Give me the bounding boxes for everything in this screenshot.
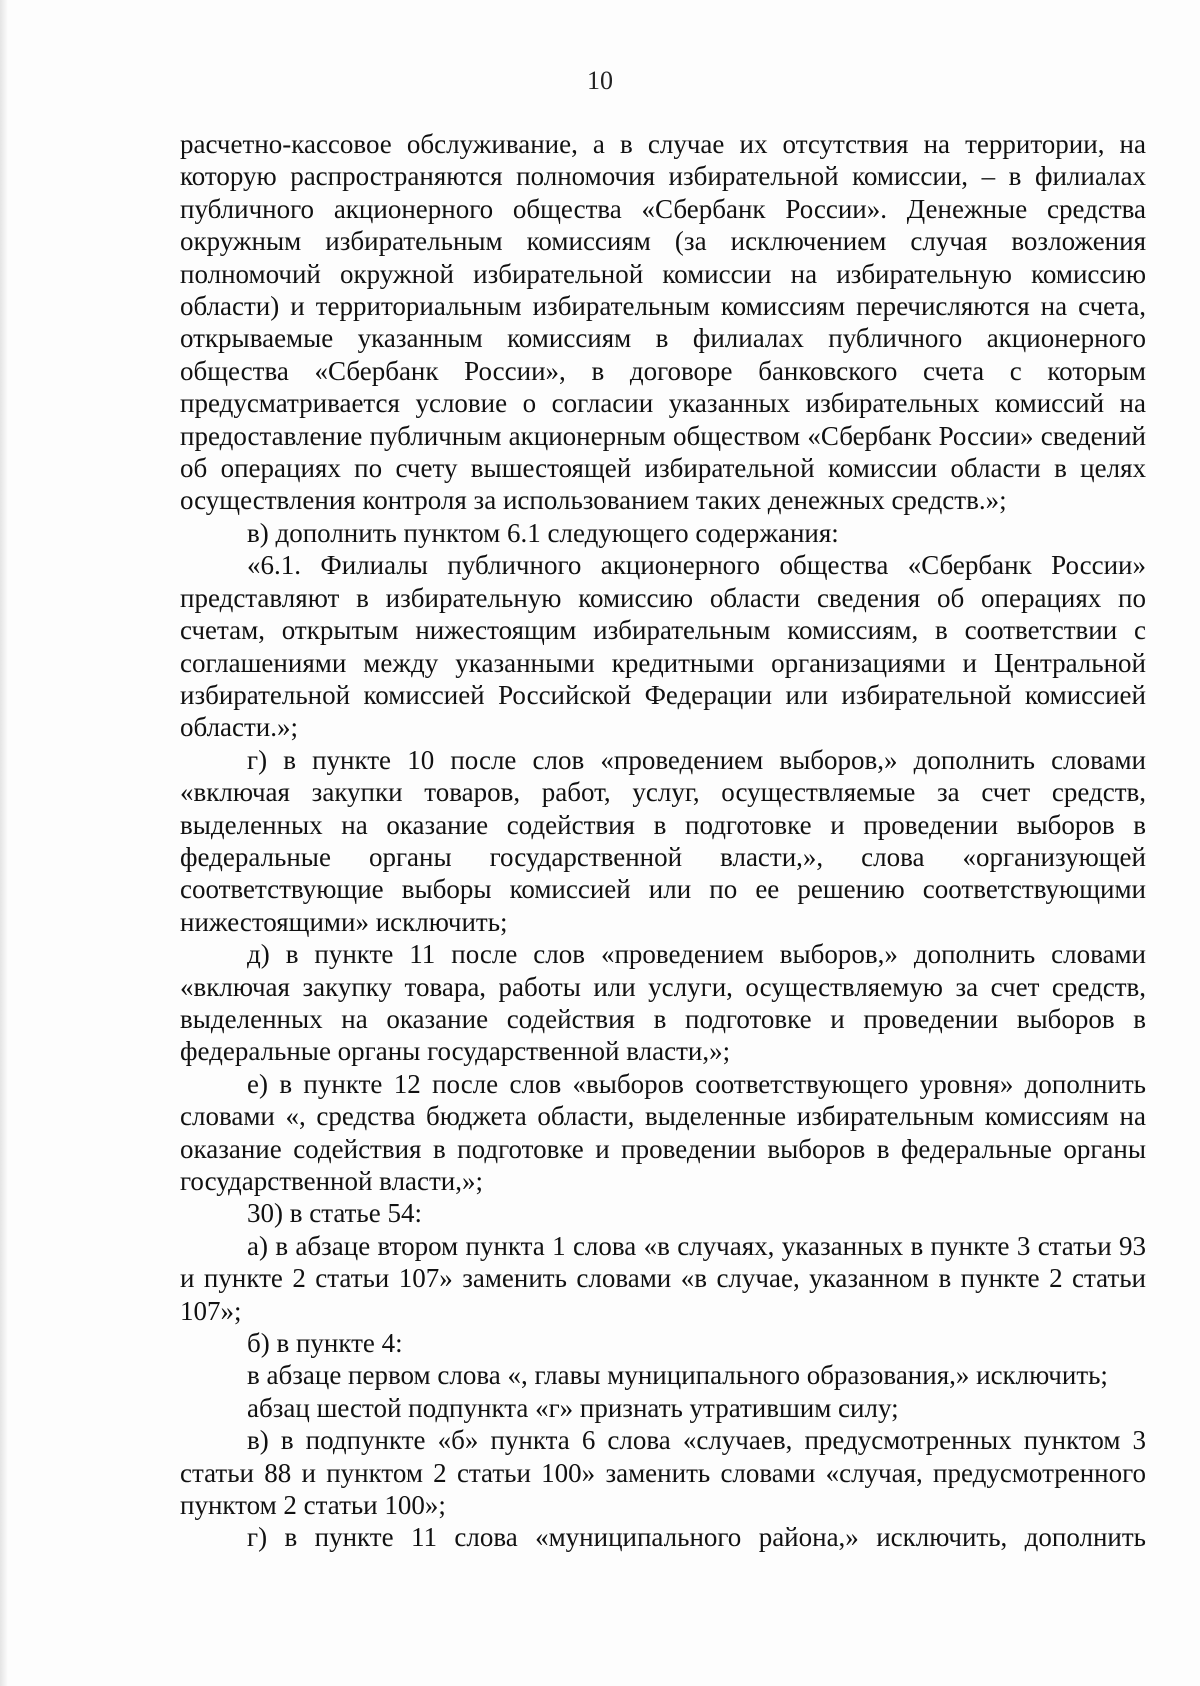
paragraph-11: абзац шестой подпункта «г» признать утратившим силу; xyxy=(247,1392,899,1423)
paragraph-2: в) дополнить пунктом 6.1 следующего содержания: xyxy=(247,517,839,548)
paragraph-1: расчетно-кассовое обслуживание, а в случае их отсутствия на территории, на которую распространяются полномочия избирательной комиссии, – в филиалах публичного акционерного общества «Сбербанк России». Денежные средства окружным избирательным комиссиям (за исключением случая возложения полномочий окружной избирательной комиссии на избирательную комиссию области) и территориальным избирательным комиссиям перечисляются на счета, открываемые указанным комиссиям в филиалах публичного акционерного общества «Сбербанк России», в договоре банковского счета с которым предусматривается условие о согласии указанных избирательных комиссий на предоставление публичным акционерным обществом «Сбербанк России» сведений об операциях по счету вышестоящей избирательной комиссии области в целях осуществления контроля за использованием таких денежных средств.»; xyxy=(180,129,1146,516)
paragraph-5: д) в пункте 11 после слов «проведением выборов,» дополнить словами «включая закупку товара, работы или услуги, осуществляемую за счет средств, выделенных на оказание содействия в подготовке и проведении выборов в федеральные органы государственной власти,»; xyxy=(180,939,1146,1067)
document-body xyxy=(180,128,1146,1554)
paragraph-12: в) в подпункте «б» пункта 6 слова «случаев, предусмотренных пунктом 3 статьи 88 и пунктом 2 статьи 100» заменить словами «случая, предусмотренного пунктом 2 статьи 100»; xyxy=(180,1425,1146,1521)
paragraph-4: г) в пункте 10 после слов «проведением выборов,» дополнить словами «включая закупки товаров, работ, услуг, осуществляемые за счет средств, выделенных на оказание содействия в подготовке и проведении выборов в федеральные органы государственной власти,», слова «организующей соответствующие выборы комиссией или по ее решению соответствующими нижестоящими» исключить; xyxy=(180,744,1146,937)
paragraph-13: г) в пункте 11 слова «муниципального района,» исключить, дополнить xyxy=(247,1522,1146,1553)
paragraph-6: е) в пункте 12 после слов «выборов соответствующего уровня» дополнить словами «, средства бюджета области, выделенные избирательным комиссиям на оказание содействия в подготовке и проведении выборов в федеральные органы государственной власти,»; xyxy=(180,1068,1146,1196)
page-number: 10 xyxy=(587,66,613,95)
paragraph-8: а) в абзаце втором пункта 1 слова «в случаях, указанных в пункте 3 статьи 93 и пункте 2 статьи 107» заменить словами «в случае, указанном в пункте 2 статьи 107»; xyxy=(180,1230,1146,1326)
paragraph-9: б) в пункте 4: xyxy=(247,1328,403,1359)
paragraph-10: в абзаце первом слова «, главы муниципального образования,» исключить; xyxy=(247,1360,1108,1391)
paragraph-3: «6.1. Филиалы публичного акционерного общества «Сбербанк России» представляют в избирательную комиссию области сведения об операциях по счетам, открытым нижестоящим избирательным комиссиям, в соответствии с соглашениями между указанными кредитными организациями и Центральной избирательной комиссией Российской Федерации или избирательной комиссией области.»; xyxy=(180,550,1146,743)
scan-edge-shadow xyxy=(0,0,8,1686)
paragraph-7: 30) в статье 54: xyxy=(247,1198,422,1229)
